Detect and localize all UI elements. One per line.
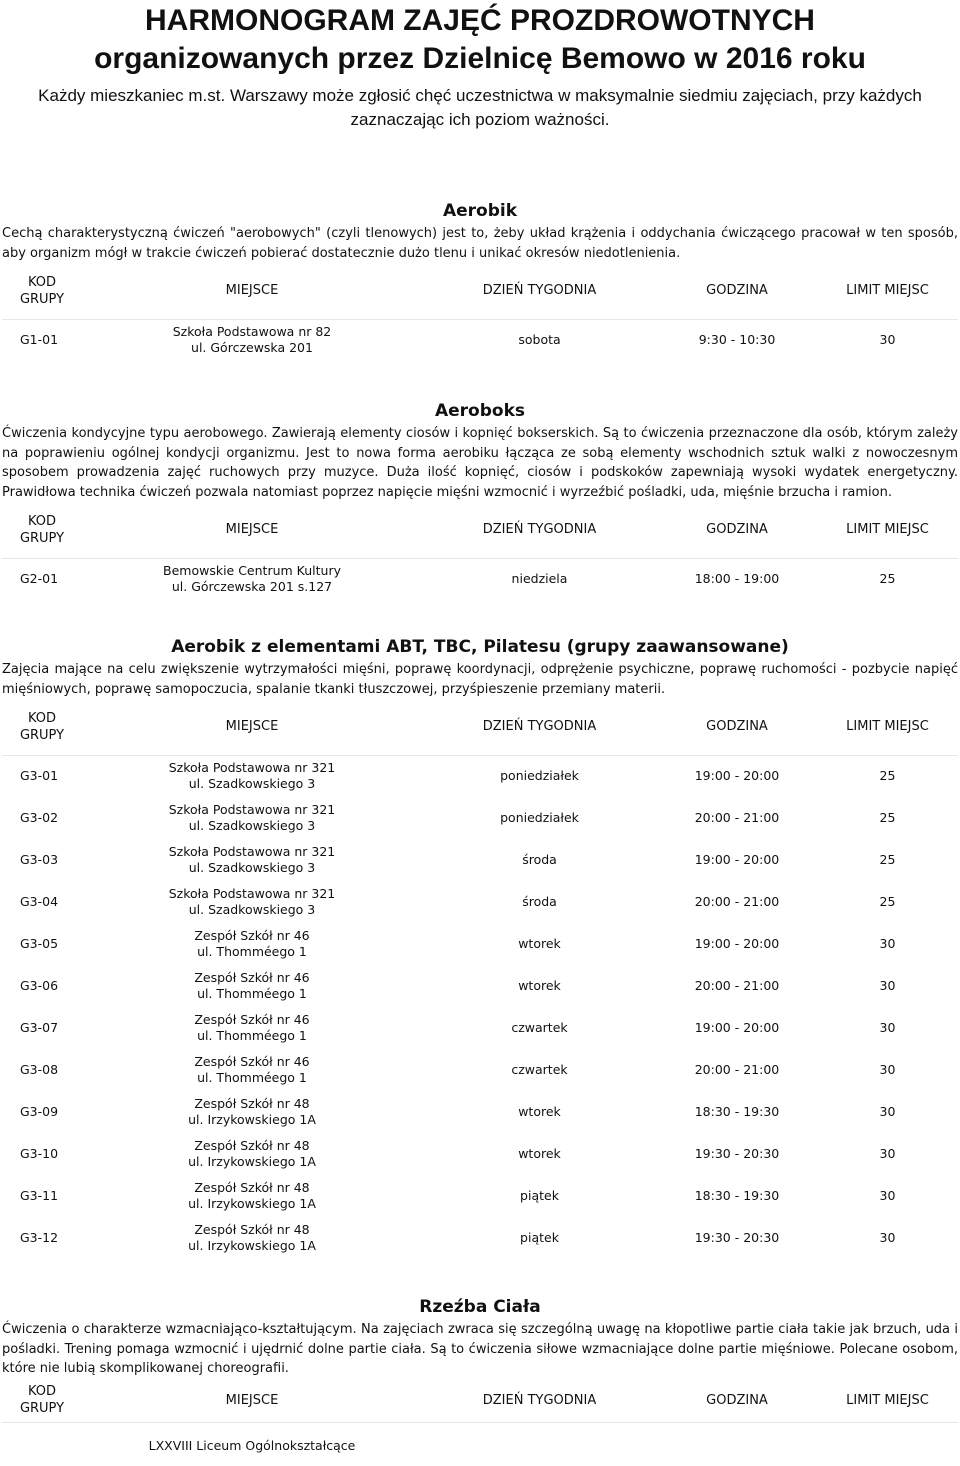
section-aerobik [0, 200, 960, 361]
column-header-godzina: GODZINA [657, 1379, 817, 1423]
cell-limit: 30 [879, 978, 896, 993]
cell-miejsce: Zespół Szkół nr 48 ul. Irzykowskiego 1A [188, 1096, 316, 1127]
cell-dzien: piątek [520, 1230, 559, 1245]
cell-godzina: 19:30 - 20:30 [694, 1146, 780, 1161]
cell-miejsce: LXXVIII Liceum Ogólnokształcące [148, 1437, 356, 1453]
cell-miejsce: Szkoła Podstawowa nr 321 ul. Szadkowskiego 3 [168, 802, 336, 833]
cell-kod: G3-06 [20, 978, 59, 993]
schedule-table [2, 1379, 958, 1455]
cell-kod: G3-04 [20, 894, 59, 909]
table-row [2, 1423, 958, 1455]
section-rzezba-ciala [0, 1296, 960, 1455]
cell-miejsce: Bemowskie Centrum Kultury ul. Górczewska 201 s.127 [163, 563, 341, 595]
cell-godzina: 18:00 - 19:00 [694, 571, 780, 587]
cell-limit: 30 [879, 1146, 896, 1161]
table-row [2, 1007, 958, 1049]
column-header-dzien: DZIEŃ TYGODNIA [422, 502, 657, 558]
table-row [2, 319, 958, 361]
column-header-dzien: DZIEŃ TYGODNIA [422, 263, 657, 319]
cell-limit: 30 [879, 1104, 896, 1119]
cell-kod: G3-10 [20, 1146, 59, 1161]
table-row [2, 1049, 958, 1091]
cell-godzina: 20:00 - 21:00 [694, 894, 780, 909]
cell-dzien: niedziela [511, 571, 568, 587]
cell-godzina: 18:30 - 19:30 [694, 1188, 780, 1203]
column-header-godzina: GODZINA [657, 263, 817, 319]
section-description: Ćwiczenia kondycyjne typu aerobowego. Zawierają elementy ciosów i kopnięć bokserskich. Są to ćwiczenia przeznaczone dla osób, którym zależy na poprawieniu ogólnej kondycji organizmu. Jest to nowa forma aerobiku łącząca ze sobą elementy wschodnich sztuk walki z nowoczesnym sposobem prowadzenia zajęć ruchowych przy muzyce. Duża ilość kopnięć, ciosów i podskoków zapewniają wysoki wydatek energetyczny. Prawidłowa technika ćwiczeń pozwala natomiast poprzez napięcie mięśni wzmocnić i wyrzeźbić pośladki, uda, mięśnie brzucha i ramion. [2, 426, 958, 500]
cell-kod: G3-03 [20, 852, 59, 867]
cell-limit: 25 [879, 571, 896, 587]
column-header-limit: LIMIT MIEJSC [817, 699, 958, 755]
table-header-row [2, 502, 958, 558]
cell-dzien: piątek [520, 1188, 559, 1203]
cell-limit: 30 [879, 1230, 896, 1245]
cell-miejsce: Szkoła Podstawowa nr 321 ul. Szadkowskiego 3 [168, 844, 336, 875]
cell-godzina: 19:00 - 20:00 [694, 936, 780, 951]
cell-godzina: 20:00 - 21:00 [694, 810, 780, 825]
cell-limit: 25 [879, 810, 896, 825]
column-header-dzien: DZIEŃ TYGODNIA [422, 699, 657, 755]
table-row [2, 881, 958, 923]
column-header-miejsce: MIEJSCE [82, 263, 422, 319]
cell-dzien: poniedziałek [500, 810, 579, 825]
table-row [2, 755, 958, 797]
cell-limit: 30 [879, 332, 896, 348]
cell-limit: 25 [879, 894, 896, 909]
schedule-table [2, 699, 958, 1259]
cell-kod: G3-09 [20, 1104, 59, 1119]
cell-godzina: 18:30 - 19:30 [694, 1104, 780, 1119]
cell-limit: 30 [879, 1188, 896, 1203]
cell-kod: G3-11 [20, 1188, 59, 1203]
table-row [2, 558, 958, 600]
cell-dzien [422, 1423, 657, 1455]
cell-dzien: wtorek [518, 936, 561, 951]
cell-godzina: 20:00 - 21:00 [694, 1062, 780, 1077]
cell-godzina: 19:00 - 20:00 [694, 768, 780, 784]
cell-limit [817, 1423, 958, 1455]
document-header [0, 0, 960, 132]
table-row [2, 839, 958, 881]
column-header-godzina: GODZINA [657, 699, 817, 755]
cell-miejsce: Szkoła Podstawowa nr 82 ul. Górczewska 201 [172, 324, 332, 356]
table-row [2, 1175, 958, 1217]
column-header-kod: KOD GRUPY [2, 263, 82, 319]
cell-dzien: sobota [518, 332, 561, 348]
column-header-miejsce: MIEJSCE [82, 699, 422, 755]
cell-miejsce: Szkoła Podstawowa nr 321 ul. Szadkowskiego 3 [168, 886, 336, 917]
section-description: Cechą charakterystyczną ćwiczeń "aerobowych" (czyli tlenowych) jest to, żeby układ krążenia i oddychania ćwiczącego pracował w ten sposób, aby organizm mógł w trakcie ćwiczeń pobierać dostatecznie dużo tlenu i unikać okresów niedotlenienia. [2, 226, 958, 261]
column-header-dzien: DZIEŃ TYGODNIA [422, 1379, 657, 1423]
cell-godzina: 20:00 - 21:00 [694, 978, 780, 993]
section-aeroboks [0, 400, 960, 600]
schedule-table [2, 263, 958, 361]
cell-kod: G3-12 [20, 1230, 59, 1245]
table-header-row [2, 699, 958, 755]
table-header-row [2, 1379, 958, 1423]
column-header-kod: KOD GRUPY [2, 1379, 82, 1423]
cell-limit: 30 [879, 1020, 896, 1035]
cell-miejsce: Szkoła Podstawowa nr 321 ul. Szadkowskiego 3 [168, 760, 336, 792]
cell-dzien: czwartek [511, 1062, 568, 1077]
section-title: Aeroboks [434, 401, 526, 421]
cell-kod: G1-01 [20, 332, 59, 348]
section-title: Aerobik z elementami ABT, TBC, Pilatesu (grupy zaawansowane) [171, 637, 789, 657]
column-header-miejsce: MIEJSCE [82, 502, 422, 558]
schedule-table [2, 502, 958, 600]
cell-godzina [657, 1423, 817, 1455]
cell-dzien: wtorek [518, 978, 561, 993]
table-row [2, 923, 958, 965]
column-header-limit: LIMIT MIEJSC [817, 1379, 958, 1423]
cell-miejsce: Zespół Szkół nr 46 ul. Thomméego 1 [194, 970, 310, 1001]
cell-kod: G3-08 [20, 1062, 59, 1077]
cell-kod: G3-07 [20, 1020, 59, 1035]
table-header-row [2, 263, 958, 319]
column-header-limit: LIMIT MIEJSC [817, 263, 958, 319]
cell-limit: 30 [879, 1062, 896, 1077]
cell-miejsce: Zespół Szkół nr 48 ul. Irzykowskiego 1A [188, 1222, 316, 1253]
cell-miejsce: Zespół Szkół nr 48 ul. Irzykowskiego 1A [188, 1180, 316, 1211]
column-header-kod: KOD GRUPY [2, 699, 82, 755]
cell-godzina: 19:00 - 20:00 [694, 1020, 780, 1035]
cell-dzien: poniedziałek [500, 768, 579, 784]
section-title: Aerobik [442, 201, 518, 221]
section-description: Zajęcia mające na celu zwiększenie wytrzymałości mięśni, poprawę koordynacji, odprężenie psychiczne, poprawę ruchomości - pozbycie napięć mięśniowych, poprawę samopoczucia, spalanie tkanki tłuszczowej, przyśpieszenie przemiany materii. [2, 662, 958, 697]
cell-godzina: 9:30 - 10:30 [698, 332, 776, 348]
section-title: Rzeźba Ciała [419, 1297, 541, 1317]
section-aerobik-abt [0, 636, 960, 1259]
cell-limit: 30 [879, 936, 896, 951]
column-header-kod: KOD GRUPY [2, 502, 82, 558]
column-header-godzina: GODZINA [657, 502, 817, 558]
cell-kod: G2-01 [20, 571, 59, 587]
cell-limit: 25 [879, 768, 896, 784]
cell-limit: 25 [879, 852, 896, 867]
table-row [2, 797, 958, 839]
cell-dzien: wtorek [518, 1104, 561, 1119]
intro-text: Każdy mieszkaniec m.st. Warszawy może zgłosić chęć uczestnictwa w maksymalnie siedmiu zajęciach, przy każdych zaznaczając ich poziom ważności. [38, 86, 922, 129]
table-row [2, 1091, 958, 1133]
cell-kod: G3-05 [20, 936, 59, 951]
table-row [2, 1217, 958, 1259]
g3-table-body [2, 755, 958, 1259]
cell-miejsce: Zespół Szkół nr 46 ul. Thomméego 1 [194, 928, 310, 959]
column-header-limit: LIMIT MIEJSC [817, 502, 958, 558]
cell-dzien: środa [522, 852, 557, 867]
cell-dzien: wtorek [518, 1146, 561, 1161]
table-row [2, 1133, 958, 1175]
cell-godzina: 19:30 - 20:30 [694, 1230, 780, 1245]
cell-miejsce: Zespół Szkół nr 48 ul. Irzykowskiego 1A [188, 1138, 316, 1169]
cell-miejsce: Zespół Szkół nr 46 ul. Thomméego 1 [194, 1054, 310, 1085]
page-title: HARMONOGRAM ZAJĘĆ PROZDROWOTNYCH organizowanych przez Dzielnicę Bemowo w 2016 roku [94, 4, 866, 75]
cell-miejsce: Zespół Szkół nr 46 ul. Thomméego 1 [194, 1012, 310, 1043]
cell-kod [2, 1423, 82, 1455]
cell-dzien: środa [522, 894, 557, 909]
cell-kod: G3-01 [20, 768, 59, 784]
section-description: Ćwiczenia o charakterze wzmacniająco-kształtującym. Na zajęciach zwraca się szczególną uwagę na kłopotliwe partie ciała takie jak brzuch, uda i pośladki. Trening pomaga wzmocnić i ujędrnić dolne partie ciała. Są to ćwiczenia siłowe wzmacniające dolne partie mięśniowe. Polecane osobom, które nie lubią skomplikowanej choreografii. [2, 1322, 958, 1376]
cell-godzina: 19:00 - 20:00 [694, 852, 780, 867]
column-header-miejsce: MIEJSCE [82, 1379, 422, 1423]
table-row [2, 965, 958, 1007]
cell-kod: G3-02 [20, 810, 59, 825]
cell-dzien: czwartek [511, 1020, 568, 1035]
